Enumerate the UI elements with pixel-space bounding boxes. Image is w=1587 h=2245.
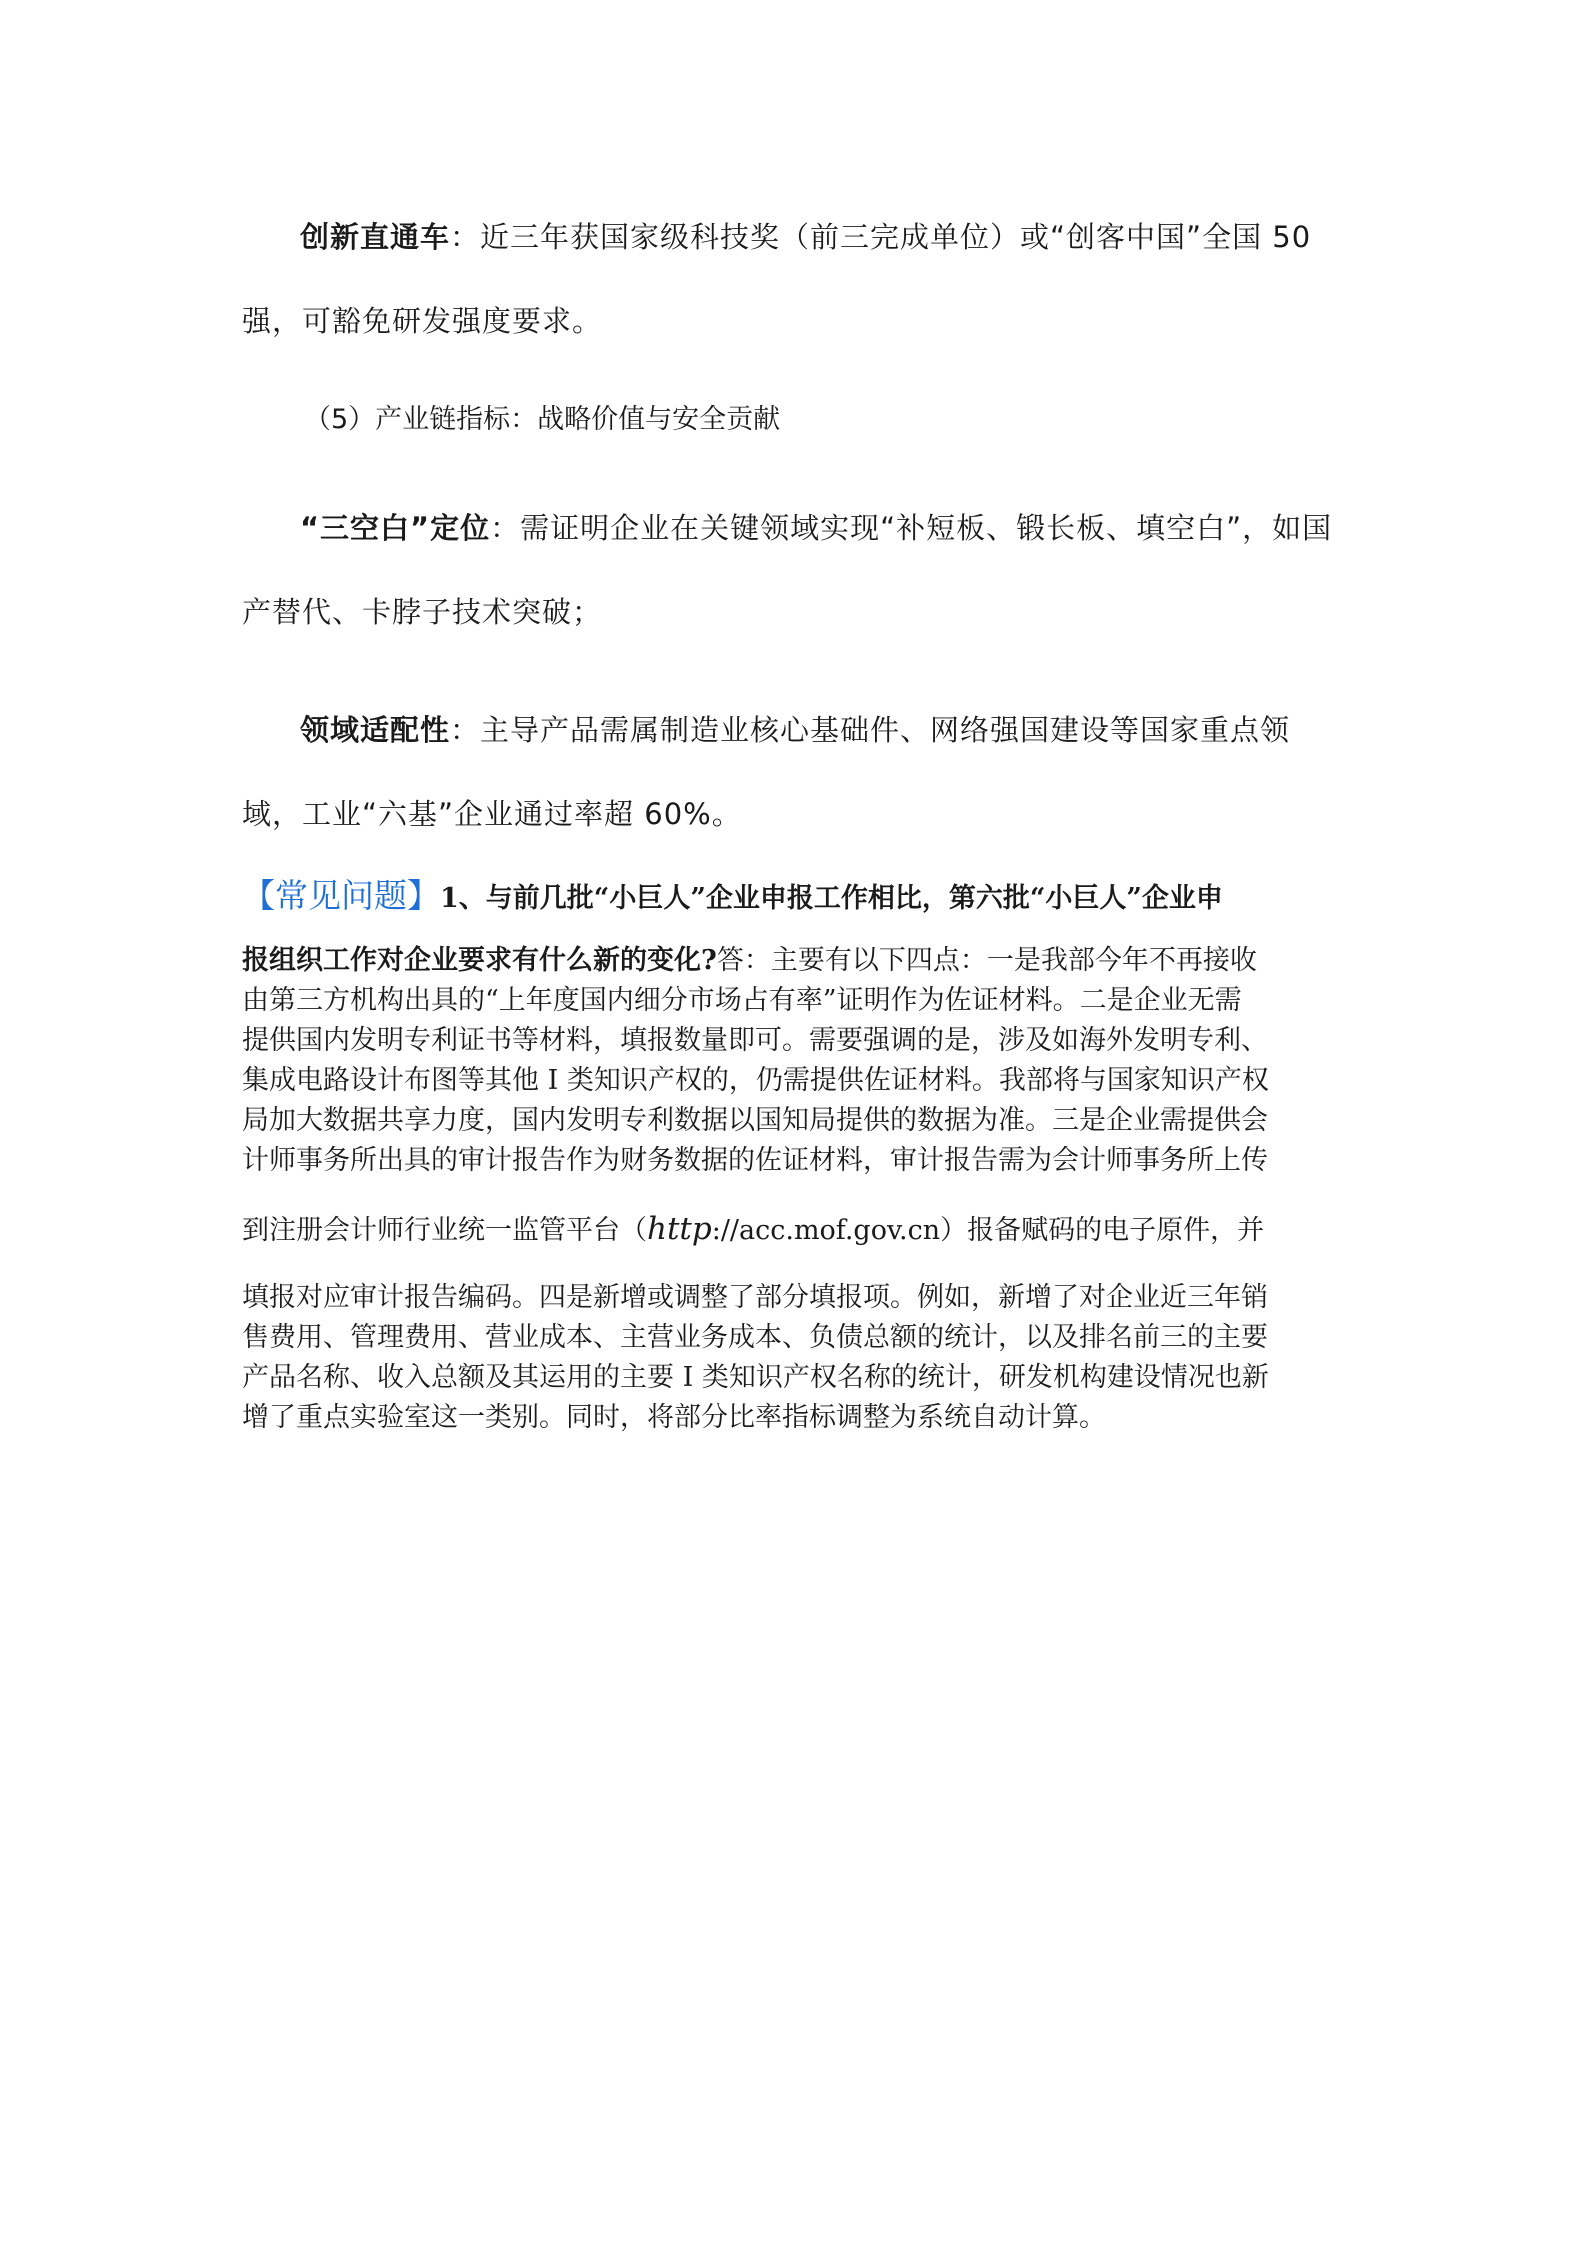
section-heading-industry-chain: （5）产业链指标：战略价值与安全贡献 [304,404,781,435]
paragraph-text: 强，可豁免研发强度要求。 [242,304,603,338]
faq-answer-line: 产品名称、收入总额及其运用的主要 I 类知识产权名称的统计，研发机构建设情况也新 [242,1362,1269,1393]
paragraph-text: 产替代、卡脖子技术突破； [242,595,603,629]
faq-question: 1、与前几批“小巨人”企业申报工作相比，第六批“小巨人”企业申 [440,883,1223,914]
paragraph-text: ：需证明企业在关键领域实现“补短板、锻长板、填空白”，如国 [490,511,1333,545]
faq-answer-line: 提供国内发明专利证书等材料，填报数量即可。需要强调的是，涉及如海外发明专利、 [242,1025,1268,1056]
paragraph-heading: “三空白”定位 [300,511,491,545]
faq-answer-line: 售费用、管理费用、营业成本、主营业务成本、负债总额的统计，以及排名前三的主要 [242,1322,1268,1353]
faq-answer-line: 计师事务所出具的审计报告作为财务数据的佐证材料，审计报告需为会计师事务所上传 [242,1145,1268,1176]
faq-answer-line: 到注册会计师行业统一监管平台（ [242,1215,647,1246]
faq-answer-line: 填报对应审计报告编码。四是新增或调整了部分填报项。例如，新增了对企业近三年销 [242,1282,1268,1313]
faq-answer-line: 由第三方机构出具的“上年度国内细分市场占有率”证明作为佐证材料。二是企业无需 [242,985,1242,1016]
url-link-host[interactable]: ://acc.mof.gov.cn [711,1215,941,1246]
paragraph-text: 域，工业“六基”企业通过率超 60%。 [242,797,742,831]
paragraph-text: ：主导产品需属制造业核心基础件、网络强国建设等国家重点领 [450,713,1291,747]
faq-answer-line: 集成电路设计布图等其他 I 类知识产权的，仍需提供佐证材料。我部将与国家知识产权 [242,1065,1269,1096]
faq-question: 报组织工作对企业要求有什么新的变化? [242,945,717,976]
faq-answer-line: 局加大数据共享力度，国内发明专利数据以国知局提供的数据为准。三是企业需提供会 [242,1105,1268,1136]
faq-answer: 答：主要有以下四点：一是我部今年不再接收 [716,945,1257,976]
paragraph-domain-fit [242,708,1357,838]
faq-answer-line: ）报备赋码的电子原件，并 [940,1215,1265,1246]
faq-section [242,870,1357,1433]
paragraph-innovation-track [242,215,1357,345]
paragraph-text: ：近三年获国家级科技奖（前三完成单位）或“创客中国”全国 50 [450,220,1312,254]
faq-answer-line: 增了重点实验室这一类别。同时，将部分比率指标调整为系统自动计算。 [242,1402,1106,1433]
faq-label: 【常见问题】 [242,876,440,915]
paragraph-heading: 创新直通车 [300,220,451,254]
url-link-protocol[interactable]: http [647,1211,712,1247]
paragraph-three-blanks [242,506,1357,636]
paragraph-heading: 领域适配性 [300,713,451,747]
